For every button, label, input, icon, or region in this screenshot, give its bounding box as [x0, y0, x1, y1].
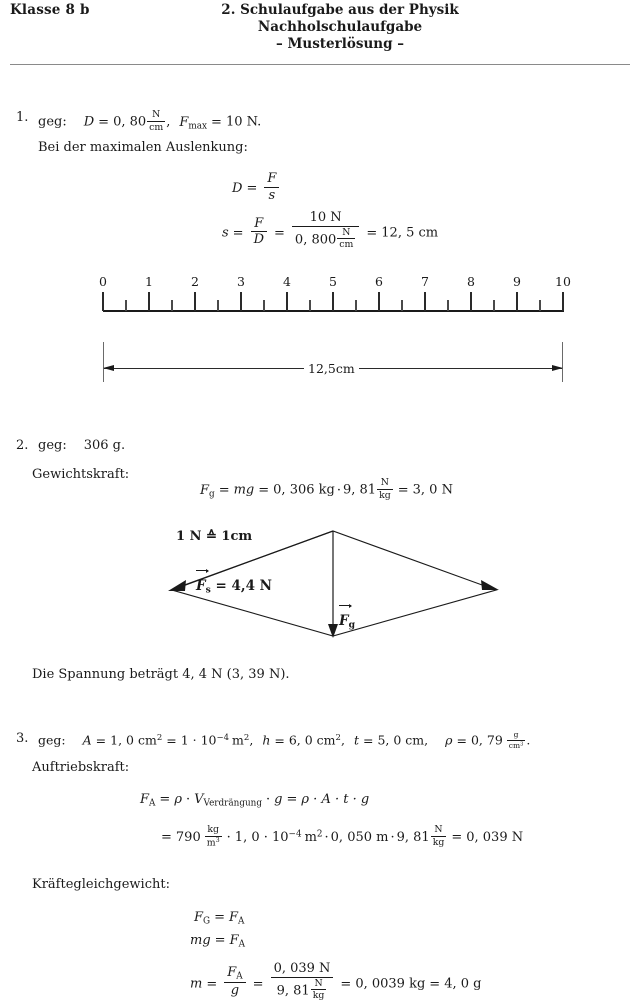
result-weight-force: 3, 0 N	[412, 482, 453, 498]
ruler-label: 1	[145, 274, 153, 289]
problem-2-conclusion: Die Spannung beträgt 4, 4 N (3, 39 N).	[32, 667, 290, 682]
dimension-arrow-right	[552, 365, 563, 371]
ruler-tick-minor	[355, 300, 357, 311]
value-D: 0, 80	[113, 114, 147, 130]
ruler-tick-major	[378, 292, 380, 311]
force-label-fs: $F_s = 4,4$ N	[196, 578, 272, 596]
ruler-label: 9	[513, 274, 521, 289]
ruler-label: 4	[283, 274, 291, 289]
ruler-label: 7	[421, 274, 429, 289]
ruler-tick-minor	[447, 300, 449, 311]
ruler-tick-minor	[263, 300, 265, 311]
equation-equilibrium-1: $F_G = F_A$	[194, 910, 245, 927]
problem-1-number: 1.	[16, 110, 29, 125]
problem-3-number: 3.	[16, 731, 29, 746]
result-mass: 4, 0 g	[444, 976, 482, 992]
symbol-t: t	[353, 732, 359, 748]
given-label-1: geg:	[38, 114, 67, 130]
ruler-tick-major	[102, 292, 104, 311]
equation-spring-constant: D = $\frac{F}{s}$	[232, 172, 282, 202]
ruler-tick-minor	[309, 300, 311, 311]
ruler-tick-major	[286, 292, 288, 311]
symbol-D: D	[83, 114, 95, 130]
force-diagram-svg	[0, 520, 640, 655]
problem-3-given: geg: A = 1, 0 $cm^2 = 1 \cdot 10^{-4}$ $m^2$, h = 6, 0 $cm^2$, t = 5, 0 cm, ρ = 0, 79 $\frac{g}{cm^3}$ .	[38, 730, 531, 750]
force-right-arrowhead	[481, 580, 499, 590]
unit-newton-per-kg: $\frac{N}{kg}$	[379, 477, 391, 501]
fraction-F-over-D: $\frac{F}{D}$	[251, 217, 267, 247]
class-label: Klasse 8 b	[10, 2, 90, 18]
problem-3-subhead-buoyancy: Auftriebskraft:	[32, 760, 130, 775]
equation-equilibrium-2: mg = $F_A$	[190, 933, 245, 950]
title-line-3: – Musterlösung –	[276, 36, 404, 52]
ruler-tick-major	[424, 292, 426, 311]
dimension-arrow-left	[103, 365, 114, 371]
ruler-label: 5	[329, 274, 337, 289]
value-Fmax: 10 N.	[225, 114, 262, 130]
dimension-extension-left	[103, 342, 104, 382]
dimension-label: 12,5cm	[304, 361, 359, 376]
document-title	[140, 2, 540, 53]
symbol-h: h	[262, 732, 271, 748]
ruler-tick-minor	[539, 300, 541, 311]
given-label-3: geg:	[38, 732, 66, 748]
unit-gram-per-cm3: $\frac{g}{cm^3}$	[508, 730, 524, 750]
symbol-Fmax: $F_{max}$	[179, 114, 208, 132]
ruler-tick-minor	[493, 300, 495, 311]
ruler-label: 3	[237, 274, 245, 289]
ruler-label: 0	[99, 274, 107, 289]
ruler-tick-major	[240, 292, 242, 311]
problem-2-number: 2.	[16, 438, 29, 453]
ruler-label: 2	[191, 274, 199, 289]
ruler-label: 10	[555, 274, 571, 289]
ruler-label: 8	[467, 274, 475, 289]
given-label-2: geg:	[38, 438, 67, 453]
force-fs-arrowhead	[168, 580, 186, 591]
ruler-figure	[0, 270, 640, 390]
ruler-label: 6	[375, 274, 383, 289]
ruler-tick-major	[194, 292, 196, 311]
unit-newton-per-cm: $\frac{N}{cm}$	[149, 109, 164, 133]
problem-1-intro: Bei der maximalen Auslenkung:	[38, 140, 248, 155]
ruler-tick-major	[148, 292, 150, 311]
equation-displacement: s = $\frac{F}{D}$ = 10 N 0, 800 $\frac{N}{cm}$ = 12, 5 cm	[222, 210, 439, 251]
symbol-FA: $F_A$	[140, 792, 156, 809]
problem-3-subhead-equilibrium: Kräftegleichgewicht:	[32, 877, 170, 892]
force-scale-note: 1 N ≙ 1cm	[176, 529, 253, 544]
ruler-tick-minor	[171, 300, 173, 311]
equation-weight-force: $F_g$ = mg = 0, 306 kg · 9, 81 $\frac{N}{kg}$ = 3, 0 N	[200, 477, 453, 501]
fraction-FA-over-g: $\frac{F_A}{g}$	[224, 966, 245, 998]
symbol-A: A	[82, 732, 92, 748]
ruler-tick-major	[516, 292, 518, 311]
ruler-tick-minor	[125, 300, 127, 311]
symbol-rho: ρ	[445, 732, 453, 748]
document-header	[0, 0, 640, 62]
force-parallelogram-figure	[0, 520, 640, 655]
fraction-F-over-s: $\frac{F}{s}$	[264, 172, 279, 202]
equation-buoyancy-symbolic: $F_A = \rho \cdot V_{Verdrängung} \cdot g = \rho \cdot A \cdot t \cdot g$	[140, 792, 370, 809]
header-divider	[10, 64, 630, 65]
title-line-1: 2. Schulaufgabe aus der Physik	[221, 2, 459, 18]
force-label-fg: $F_g$	[339, 613, 355, 631]
fraction-mass-values: 0, 039 N 9, 81 $\frac{N}{kg}$	[271, 962, 334, 1001]
fraction-values: 10 N 0, 800 $\frac{N}{cm}$	[292, 211, 359, 250]
ruler-tick-major	[332, 292, 334, 311]
dimension-extension-right	[562, 342, 563, 382]
equation-mass-result: m = $\frac{F_A}{g}$ = 0, 039 N 9, 81 $\frac{N}{kg}$ = 0, 0039 kg = 4, 0 g	[190, 961, 482, 1002]
force-fg-arrowhead	[328, 624, 338, 638]
ruler-tick-minor	[217, 300, 219, 311]
result-buoyancy: 0, 039 N	[466, 829, 524, 845]
result-displacement: 12, 5 cm	[381, 225, 439, 241]
ruler-tick-major	[562, 292, 564, 311]
problem-2-subhead: Gewichtskraft:	[32, 467, 130, 482]
title-line-2: Nachholschulaufgabe	[257, 19, 423, 35]
unit-kg-per-m3: $\frac{kg}{m^3}$	[206, 824, 220, 848]
symbol-V-displaced: $V_{Verdrängung}$	[194, 792, 263, 809]
ruler-tick-minor	[401, 300, 403, 311]
equation-buoyancy-numeric: = 790 $\frac{kg}{m^3}$ · 1, $0 \cdot 10^{-4}$ $m^2 \cdot 0$, 050 m · 9, 81 $\frac{N}{kg}$ = 0, 039 N	[161, 824, 524, 848]
symbol-Fg: $F_g$	[200, 482, 215, 500]
problem-1-given: geg: D = 0, 80 $\frac{N}{cm}$ , $F_{max} = 10$ N.	[38, 109, 262, 133]
value-mass: 306 g.	[83, 438, 126, 453]
problem-2-given	[38, 438, 125, 453]
ruler-tick-major	[470, 292, 472, 311]
